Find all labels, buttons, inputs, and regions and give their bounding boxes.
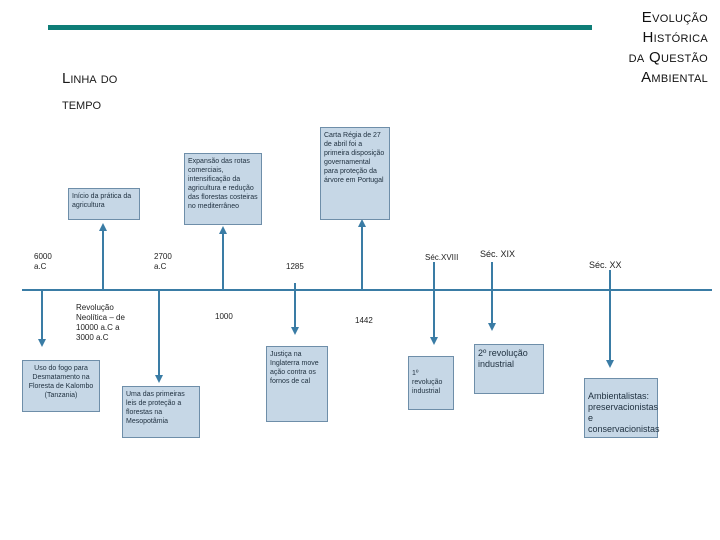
connector-1442	[361, 226, 363, 290]
label-1000: 1000	[215, 312, 233, 321]
connector-sec-xx	[609, 270, 611, 361]
slide-title	[629, 8, 708, 88]
arrow-sec-xx-icon	[606, 360, 614, 368]
accent-bar	[48, 25, 592, 30]
box-inicio-agricultura: Início da prática da agricultura	[68, 188, 140, 220]
section-title-line-2: tempo	[62, 96, 102, 113]
box-justica-inglaterra: Justiça na Inglaterra move ação contra os fornos de cal	[266, 346, 328, 422]
title-line-2: Histórica	[642, 29, 708, 46]
arrow-sec-xviii-icon	[430, 337, 438, 345]
arrow-6000-icon	[38, 339, 46, 347]
label-revolucao-neolitica	[76, 303, 125, 343]
connector-1000	[222, 233, 224, 290]
label-2700-era: a.C	[154, 262, 167, 271]
box-leis-protecao: Uma das primeiras leis de proteção a florestas na Mesopotâmia	[122, 386, 200, 438]
neolitica-line-3: 10000 a.C a	[76, 323, 120, 332]
label-1285: 1285	[286, 262, 304, 271]
label-sec-xx: Séc. XX	[589, 260, 622, 270]
connector-agricultura	[102, 230, 104, 290]
box-2-revolucao-industrial: 2º revolução industrial	[474, 344, 544, 394]
neolitica-line-1: Revolução	[76, 303, 114, 312]
title-line-3: da Questão	[628, 49, 708, 66]
label-6000	[34, 252, 52, 272]
arrow-sec-xix-icon	[488, 323, 496, 331]
neolitica-line-2: Neolítica – de	[76, 313, 125, 322]
arrow-2700-icon	[155, 375, 163, 383]
connector-2700	[158, 290, 160, 376]
label-2700-year: 2700	[154, 252, 172, 261]
title-line-1: Evolução	[641, 9, 708, 26]
arrow-agricultura-icon	[99, 223, 107, 231]
box-1-revolucao-industrial: 1º revolução industrial	[408, 356, 454, 410]
box-expansao-rotas: Expansão das rotas comerciais, intensificação da agricultura e redução das florestas costeiras no mediterrâneo	[184, 153, 262, 225]
box-ambientalistas: Ambientalistas: preservacionistas e conservacionistas	[584, 378, 658, 438]
label-sec-xix: Séc. XIX	[480, 249, 516, 259]
arrow-1000-icon	[219, 226, 227, 234]
label-sec-xviii: Séc.XVIII	[425, 253, 459, 262]
arrow-1285-icon	[291, 327, 299, 335]
connector-sec-xviii	[433, 262, 435, 338]
title-line-4: Ambiental	[641, 69, 708, 86]
box-uso-do-fogo: Uso do fogo para Desmatamento na Floresta de Kalombo (Tanzania)	[22, 360, 100, 412]
connector-6000	[41, 290, 43, 340]
connector-1285	[294, 283, 296, 328]
label-6000-era: a.C	[34, 262, 47, 271]
arrow-1442-icon	[358, 219, 366, 227]
neolitica-line-4: 3000 a.C	[76, 333, 109, 342]
connector-sec-xix	[491, 262, 493, 324]
section-title	[62, 66, 117, 118]
label-1442: 1442	[355, 316, 373, 325]
label-6000-year: 6000	[34, 252, 52, 261]
section-title-line-1: Linha do	[62, 70, 118, 87]
box-carta-regia: Carta Régia de 27 de abril foi a primeira disposição governamental para proteção da árvore em Portugal	[320, 127, 390, 220]
label-2700	[154, 252, 172, 272]
